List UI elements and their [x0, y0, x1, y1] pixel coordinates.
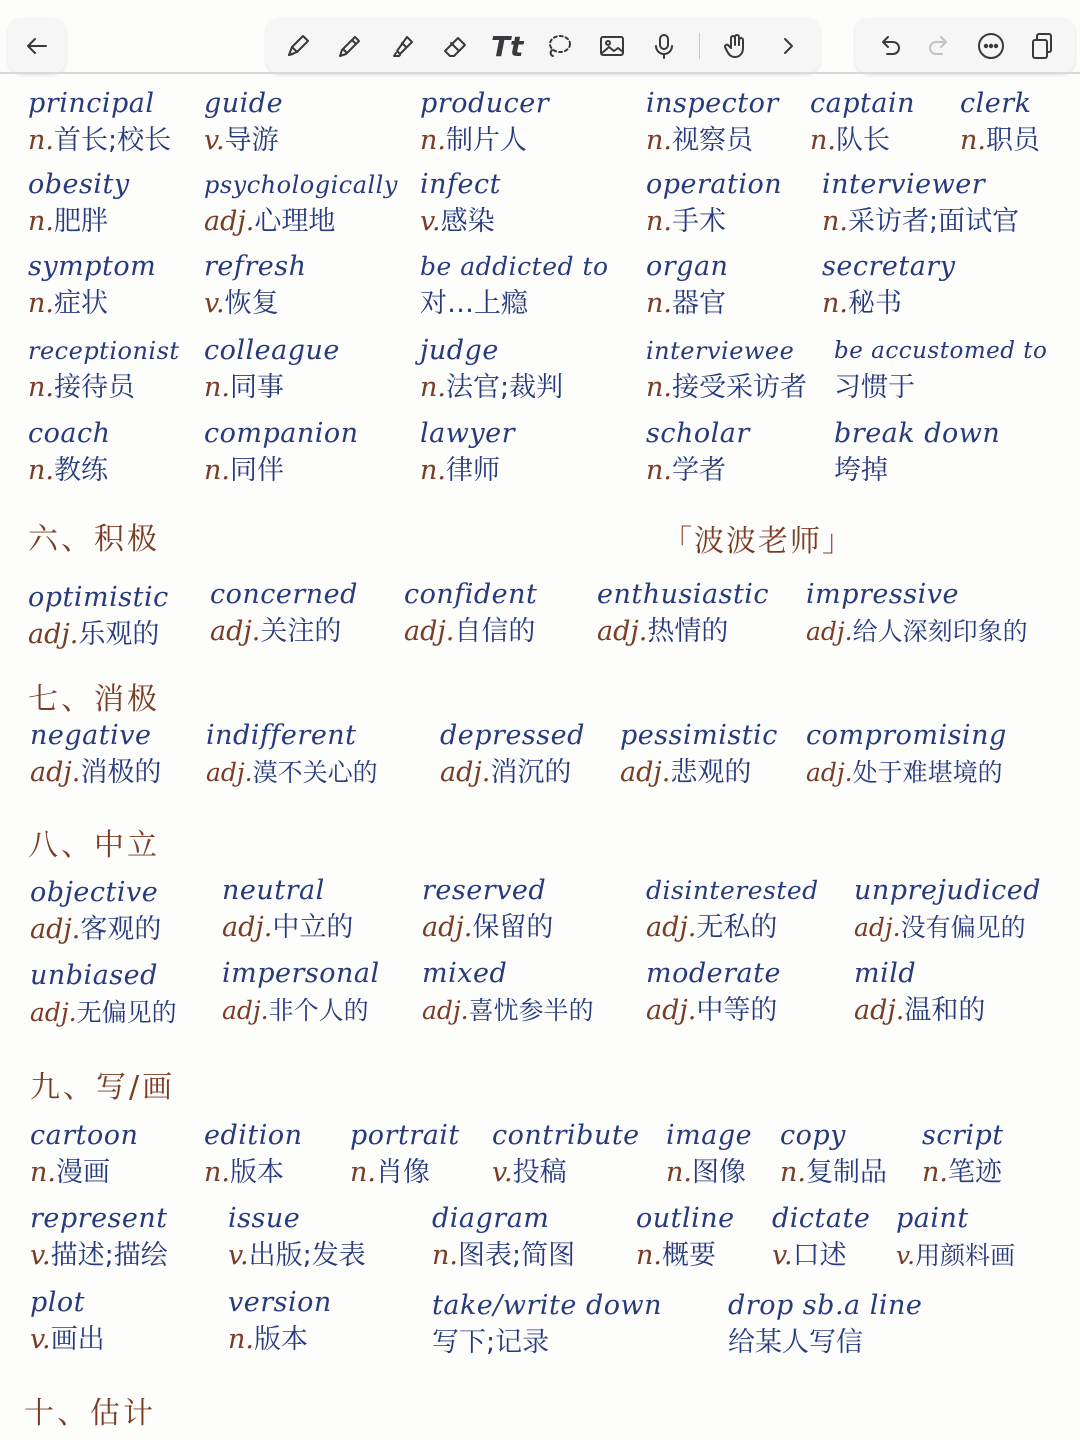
english-word: interviewee [646, 337, 795, 365]
part-of-speech: adj. [854, 995, 905, 1026]
chinese-meaning: 垮掉 [834, 455, 888, 486]
part-of-speech: adj. [597, 616, 648, 647]
english-word: edition [204, 1120, 303, 1151]
chinese-meaning: 复制品 [805, 1157, 887, 1188]
undo-icon[interactable] [872, 29, 906, 63]
part-of-speech: adj. [222, 996, 269, 1025]
chinese-meaning: 法官;裁判 [445, 372, 564, 403]
english-word: impressive [806, 579, 959, 610]
vocab-entry [646, 956, 781, 1030]
english-word: unprejudiced [854, 875, 1042, 906]
vocab-entry [822, 167, 1019, 241]
toolbar-divider [0, 72, 1080, 74]
english-word: indifferent [206, 720, 357, 751]
vocab-entry [30, 718, 161, 792]
part-of-speech: v. [228, 1240, 249, 1271]
chinese-meaning: 写下;记录 [432, 1327, 550, 1358]
chinese-meaning: 自信的 [454, 616, 536, 647]
chinese-meaning: 无偏见的 [76, 998, 177, 1027]
chinese-meaning: 采访者;面试官 [847, 206, 1020, 237]
part-of-speech: n. [350, 1157, 376, 1188]
vocab-entry [728, 1288, 922, 1362]
english-word: image [666, 1120, 753, 1151]
chinese-meaning: 心理地 [254, 206, 336, 237]
chinese-meaning: 教练 [53, 455, 108, 486]
chinese-meaning: 投稿 [512, 1157, 567, 1188]
chinese-meaning: 用颜料画 [915, 1241, 1016, 1270]
vocab-entry [854, 873, 1041, 947]
chinese-meaning: 处于难堪境的 [852, 758, 1003, 787]
vocab-entry [834, 333, 1047, 407]
chinese-meaning: 制片人 [445, 125, 527, 156]
part-of-speech: adj. [206, 758, 253, 787]
vocab-entry [636, 1201, 735, 1275]
watermark-label: 「波波老师」 [662, 524, 854, 559]
vocab-entry [772, 1201, 870, 1275]
vocab-entry [30, 1285, 105, 1359]
english-word: depressed [440, 720, 585, 751]
chinese-meaning: 肥胖 [53, 206, 108, 237]
part-of-speech: n. [420, 455, 446, 486]
english-word: interviewer [822, 169, 986, 200]
chinese-meaning: 版本 [229, 1157, 284, 1188]
chinese-meaning: 对…上瘾 [420, 288, 528, 319]
vocab-entry [206, 718, 378, 792]
vocab-entry [228, 1201, 366, 1275]
vocab-entry [204, 333, 340, 407]
english-word: represent [30, 1203, 168, 1234]
part-of-speech: n. [780, 1157, 806, 1188]
english-word: outline [636, 1203, 735, 1234]
chinese-meaning: 图像 [691, 1157, 746, 1188]
english-word: unbiased [30, 960, 158, 991]
chinese-meaning: 温和的 [904, 995, 986, 1026]
part-of-speech: v. [30, 1240, 51, 1271]
part-of-speech: n. [228, 1324, 254, 1355]
part-of-speech: n. [420, 125, 446, 156]
part-of-speech: n. [646, 288, 672, 319]
chinese-meaning: 中等的 [696, 995, 778, 1026]
vocab-entry [960, 86, 1040, 160]
english-word: captain [810, 88, 915, 119]
vocab-entry [28, 249, 156, 323]
english-word: coach [28, 418, 111, 449]
part-of-speech: n. [960, 125, 986, 156]
chinese-meaning: 漠不关心的 [252, 758, 378, 787]
english-word: break down [834, 418, 1001, 449]
chinese-meaning: 出版;发表 [248, 1240, 366, 1271]
chinese-meaning: 描述;描绘 [50, 1240, 168, 1271]
chinese-meaning: 非个人的 [268, 996, 369, 1025]
vocab-entry [222, 956, 380, 1030]
chinese-meaning: 肖像 [375, 1157, 430, 1188]
vocab-entry [822, 249, 955, 323]
english-word: issue [228, 1203, 301, 1234]
vocab-entry [28, 416, 111, 490]
part-of-speech: n. [28, 125, 54, 156]
pencil-icon[interactable] [333, 29, 367, 63]
part-of-speech: n. [822, 288, 848, 319]
chinese-meaning: 保留的 [472, 912, 554, 943]
english-word: mixed [422, 958, 508, 989]
part-of-speech: adj. [28, 619, 79, 650]
chinese-meaning: 接受采访者 [671, 372, 807, 403]
part-of-speech: n. [666, 1157, 692, 1188]
english-word: copy [780, 1120, 846, 1151]
chinese-meaning: 没有偏见的 [900, 913, 1026, 942]
part-of-speech: n. [420, 372, 446, 403]
english-word: contribute [492, 1120, 640, 1151]
english-word: drop sb.a line [728, 1290, 923, 1321]
part-of-speech: n. [810, 125, 836, 156]
vocab-entry [404, 577, 537, 651]
english-word: diagram [432, 1203, 550, 1234]
part-of-speech: n. [646, 206, 672, 237]
part-of-speech: adj. [30, 914, 81, 945]
english-word: scholar [646, 418, 750, 449]
back-toolbar [8, 18, 66, 74]
vocab-entry [30, 875, 161, 949]
english-word: judge [420, 335, 499, 366]
vocab-entry [30, 1201, 168, 1275]
pages-icon[interactable] [1025, 29, 1059, 63]
actions-toolbar [855, 18, 1075, 74]
english-word: concerned [210, 579, 358, 610]
english-word: paint [896, 1203, 969, 1234]
english-word: psychologically [204, 171, 398, 199]
part-of-speech: n. [646, 455, 672, 486]
part-of-speech: adj. [204, 206, 255, 237]
part-of-speech: v. [30, 1324, 51, 1355]
microphone-icon[interactable] [647, 29, 681, 63]
vocab-entry [646, 333, 807, 407]
english-word: plot [30, 1287, 86, 1318]
vocab-entry [28, 167, 130, 241]
part-of-speech: v. [204, 125, 225, 156]
vocab-entry [204, 249, 307, 323]
section-heading: 十、估计 [24, 1396, 156, 1431]
vocab-entry [597, 577, 769, 651]
english-word: companion [204, 418, 359, 449]
vocab-entry [896, 1201, 1015, 1275]
vocab-entry [646, 86, 779, 160]
vocab-entry [204, 416, 359, 490]
part-of-speech: adj. [222, 912, 273, 943]
section-heading: 六、积极 [28, 522, 160, 557]
english-word: clerk [960, 88, 1032, 119]
part-of-speech: n. [28, 288, 54, 319]
chinese-meaning: 中立的 [272, 912, 354, 943]
english-word: dictate [772, 1203, 871, 1234]
part-of-speech: n. [646, 125, 672, 156]
chinese-meaning: 视察员 [671, 125, 753, 156]
vocab-entry [204, 167, 398, 241]
vocab-entry [420, 416, 515, 490]
english-word: version [228, 1287, 332, 1318]
vocab-entry [420, 249, 609, 323]
part-of-speech: adj. [210, 616, 261, 647]
chinese-meaning: 画出 [50, 1324, 105, 1355]
chinese-meaning: 习惯于 [834, 372, 915, 403]
vocab-entry [922, 1118, 1004, 1192]
english-word: disinterested [646, 876, 819, 905]
vocab-entry [646, 249, 728, 323]
section-heading: 七、消极 [28, 682, 160, 717]
chinese-meaning: 导游 [224, 125, 279, 156]
english-word: take/write down [432, 1290, 662, 1321]
vocab-entry [810, 86, 915, 160]
vocab-entry [432, 1201, 575, 1275]
part-of-speech: v. [204, 288, 225, 319]
chinese-meaning: 秘书 [847, 288, 902, 319]
chinese-meaning: 接待员 [53, 372, 135, 403]
chinese-meaning: 笔迹 [947, 1157, 1002, 1188]
part-of-speech: adj. [440, 757, 491, 788]
vocab-entry [350, 1118, 460, 1192]
redo-icon[interactable] [923, 29, 957, 63]
part-of-speech: n. [204, 372, 230, 403]
chinese-meaning: 手术 [671, 206, 726, 237]
vocab-entry [780, 1118, 887, 1192]
vocab-entry [30, 958, 177, 1032]
english-word: enthusiastic [597, 579, 770, 610]
part-of-speech: adj. [620, 757, 671, 788]
vocab-entry [204, 86, 283, 160]
chinese-meaning: 热情的 [647, 616, 729, 647]
part-of-speech: adj. [806, 617, 853, 646]
chinese-meaning: 漫画 [55, 1157, 110, 1188]
english-word: inspector [646, 88, 779, 119]
vocab-entry [28, 333, 180, 407]
english-word: optimistic [28, 582, 169, 613]
vocab-entry [422, 956, 594, 1030]
english-word: lawyer [420, 418, 515, 449]
chinese-meaning: 图表;简图 [457, 1240, 576, 1271]
eraser-icon[interactable] [438, 29, 472, 63]
chinese-meaning: 症状 [53, 288, 108, 319]
vocab-entry [646, 167, 782, 241]
back-arrow-icon[interactable] [20, 29, 54, 63]
english-word: producer [420, 88, 550, 119]
vocab-entry [440, 718, 585, 792]
chinese-meaning: 器官 [671, 288, 726, 319]
chinese-meaning: 同伴 [229, 455, 284, 486]
chinese-meaning: 乐观的 [78, 619, 160, 650]
toolbar-separator [699, 33, 700, 59]
part-of-speech: n. [28, 372, 54, 403]
english-word: be addicted to [420, 252, 609, 281]
chevron-right-icon[interactable] [771, 29, 805, 63]
part-of-speech: adj. [30, 757, 81, 788]
part-of-speech: n. [432, 1240, 458, 1271]
chinese-meaning: 悲观的 [670, 757, 752, 788]
vocab-entry [806, 577, 1028, 651]
vocab-entry [28, 86, 171, 160]
english-word: guide [204, 88, 284, 119]
chinese-meaning: 版本 [253, 1324, 308, 1355]
vocab-entry [646, 416, 750, 490]
chinese-meaning: 关注的 [260, 616, 342, 647]
vocab-entry [806, 718, 1007, 792]
vocab-entry [28, 580, 169, 654]
vocab-entry [204, 1118, 303, 1192]
english-word: infect [420, 169, 501, 200]
part-of-speech: n. [636, 1240, 662, 1271]
chinese-meaning: 队长 [835, 125, 890, 156]
vocab-entry [228, 1285, 332, 1359]
chinese-meaning: 消极的 [80, 757, 162, 788]
part-of-speech: v. [772, 1240, 793, 1271]
vocab-entry [420, 333, 563, 407]
chinese-meaning: 口述 [792, 1240, 847, 1271]
highlighter-icon[interactable] [386, 29, 420, 63]
english-word: neutral [222, 875, 325, 906]
english-word: compromising [806, 720, 1007, 751]
chinese-meaning: 客观的 [80, 914, 162, 945]
chinese-meaning: 消沉的 [490, 757, 572, 788]
vocab-entry [420, 86, 549, 160]
part-of-speech: adj. [404, 616, 455, 647]
chinese-meaning: 职员 [985, 125, 1040, 156]
chinese-meaning: 给人深刻印象的 [852, 617, 1028, 646]
tools-toolbar [266, 18, 820, 74]
text-tool-label: Tt [490, 29, 524, 63]
part-of-speech: n. [822, 206, 848, 237]
english-word: principal [28, 88, 155, 119]
part-of-speech: n. [204, 455, 230, 486]
english-word: moderate [646, 958, 781, 989]
english-word: portrait [350, 1120, 460, 1151]
english-word: secretary [822, 251, 956, 282]
image-icon[interactable] [595, 29, 629, 63]
chinese-meaning: 感染 [440, 206, 495, 237]
english-word: obesity [28, 169, 130, 200]
part-of-speech: adj. [646, 995, 697, 1026]
english-word: reserved [422, 875, 547, 906]
part-of-speech: n. [30, 1157, 56, 1188]
english-word: operation [646, 169, 783, 200]
english-word: script [922, 1120, 1004, 1151]
vocab-entry [646, 873, 819, 947]
part-of-speech: v. [420, 206, 441, 237]
vocab-entry [834, 416, 1000, 490]
vocab-entry [666, 1118, 752, 1192]
vocab-entry [432, 1288, 662, 1362]
chinese-meaning: 喜忧参半的 [468, 996, 594, 1025]
chinese-meaning: 同事 [229, 372, 284, 403]
vocab-entry [492, 1118, 640, 1192]
part-of-speech: adj. [854, 913, 901, 942]
chinese-meaning: 首长;校长 [53, 125, 172, 156]
part-of-speech: n. [646, 372, 672, 403]
english-word: cartoon [30, 1120, 139, 1151]
english-word: organ [646, 251, 729, 282]
english-word: refresh [204, 251, 307, 282]
part-of-speech: n. [922, 1157, 948, 1188]
english-word: symptom [28, 251, 157, 282]
english-word: confident [404, 579, 538, 610]
section-heading: 八、中立 [28, 828, 160, 863]
vocab-entry [620, 718, 778, 792]
english-word: impersonal [222, 958, 380, 989]
part-of-speech: adj. [646, 912, 697, 943]
vocab-entry [30, 1118, 138, 1192]
part-of-speech: n. [28, 455, 54, 486]
part-of-speech: v. [492, 1157, 513, 1188]
vocab-entry [210, 577, 358, 651]
part-of-speech: adj. [806, 758, 853, 787]
english-word: colleague [204, 335, 340, 366]
english-word: pessimistic [620, 720, 778, 751]
chinese-meaning: 学者 [671, 455, 726, 486]
english-word: be accustomed to [834, 338, 1048, 364]
english-word: mild [854, 958, 917, 989]
section-heading: 九、写/画 [30, 1070, 176, 1105]
english-word: receptionist [28, 337, 180, 365]
lasso-icon[interactable] [542, 29, 576, 63]
english-word: negative [30, 720, 152, 751]
vocab-entry [854, 956, 985, 1030]
chinese-meaning: 律师 [445, 455, 500, 486]
vocab-entry [422, 873, 553, 947]
english-word: objective [30, 877, 159, 908]
chinese-meaning: 恢复 [224, 288, 279, 319]
more-options-icon[interactable] [974, 29, 1008, 63]
chinese-meaning: 概要 [661, 1240, 716, 1271]
chinese-meaning: 无私的 [696, 912, 778, 943]
vocab-entry [420, 167, 501, 241]
pen-icon[interactable] [281, 29, 315, 63]
part-of-speech: n. [204, 1157, 230, 1188]
part-of-speech: adj. [30, 998, 77, 1027]
part-of-speech: v. [896, 1241, 916, 1270]
part-of-speech: adj. [422, 996, 469, 1025]
part-of-speech: adj. [422, 912, 473, 943]
vocab-entry [222, 873, 353, 947]
text-tool-icon[interactable] [490, 29, 524, 63]
hand-pointer-icon[interactable] [719, 29, 753, 63]
chinese-meaning: 给某人写信 [728, 1327, 863, 1358]
part-of-speech: n. [28, 206, 54, 237]
